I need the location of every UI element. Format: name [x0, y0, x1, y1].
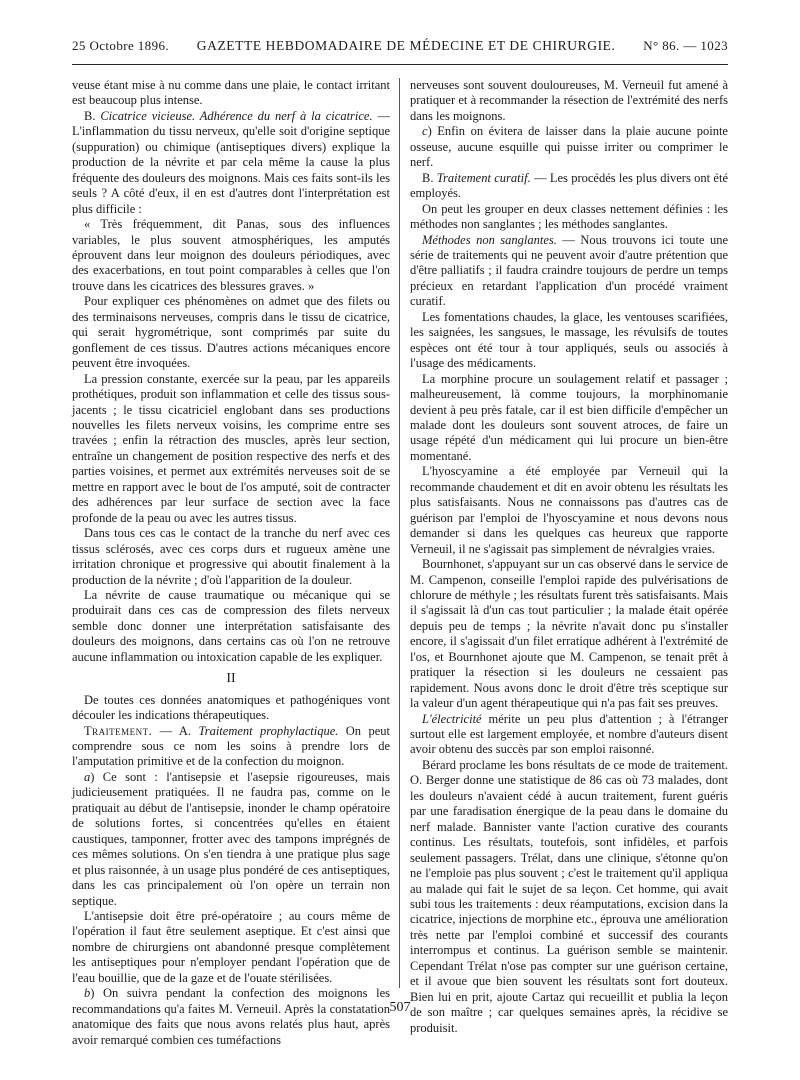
column-divider	[399, 78, 400, 988]
paragraph	[72, 109, 390, 217]
paragraph	[72, 770, 390, 909]
paragraph: Pour expliquer ces phénomènes on admet que des filets ou des terminaisons nerveuses, compris dans le tissu de cicatrice, qui serait hygrométrique, sont comprimés par suite du gonflement de ces tissus. D'autres actions mécaniques encore peuvent être invoquées.	[72, 294, 390, 371]
paragraph-text: ) On suivra pendant la confection des moignons les recommandations qu'a faites M. Verneuil. Après la constatation anatomique des faits que nous avons relatés plus haut, après avoir remarqué combien ces tuméfactions	[72, 986, 390, 1047]
paragraph-text: ) Enfin on évitera de laisser dans la plaie aucune pointe osseuse, aucune esquille qui puisse irriter ou comprimer le nerf.	[410, 124, 728, 170]
list-label: c	[422, 124, 428, 139]
paragraph	[410, 124, 728, 170]
list-label: B.	[84, 108, 101, 123]
paragraph	[410, 233, 728, 310]
paragraph: Bournhonet, s'appuyant sur un cas observé dans le service de M. Campenon, conseille l'emploi rapide des pulvérisations de chlorure de méthyle ; les résultats furent très satisfaisants. Mais il s'agissait là d'un cas tout particulier ; la malade était opérée depuis peu de temps ; la névrite n'avait donc pu s'installer encore, il s'agissait d'un filet erratique adhérent à l'extrémité de l'os, et Bournhonet ajoute que M. Campenon, se tenait prêt à pratiquer la résection si les douleurs ne cessaient pas rapidement. Nous avons donc le droit d'être très sceptique sur la valeur d'un agent thérapeutique qui n'a pas fait ses preuves.	[410, 557, 728, 711]
section-number: II	[226, 671, 236, 687]
paragraph-text: — Les procédés les plus divers ont été employés.	[410, 170, 728, 201]
paragraph: veuse étant mise à nu comme dans une plaie, le contact irritant est beaucoup plus intense.	[72, 78, 390, 108]
paragraph: Les fomentations chaudes, la glace, les ventouses scarifiées, les saignées, les sangsues, le massage, les révulsifs de toutes espèces ont été tour à tour appliqués, seuls ou associés à l'usage des médicaments.	[410, 309, 728, 371]
list-label: b	[84, 986, 91, 1001]
paragraph-text: — A.	[152, 723, 199, 738]
paragraph	[410, 171, 728, 202]
quote-paragraph: « Très fréquemment, dit Panas, sous des influences variables, le plus souvent atmosphériques, les amputés éprouvent dans leur moignon des douleurs périodiques, avec des exacerbations, en tout point comparables à celles que l'on trouve dans les cicatrices des blessures graves. »	[72, 217, 390, 293]
subheading: Méthodes non sanglantes.	[422, 232, 557, 247]
paragraph: Bérard proclame les bons résultats de ce mode de traitement. O. Berger donne une statistique de 86 cas où 73 malades, dont les douleurs n'avaient cédé à aucun traitement, furent guéris par une faradisation énergique de la peau dans le domaine du nerf malade. Bannister vante l'action curative des courants continus. Les résultats, toutefois, sont infidèles, et parfois seulement passagers. Trélat, dans une clinique, s'étonne qu'on ne l'emploie pas plus souvent ; c'est le traitement qu'il appliqua au malade qui fait le sujet de sa leçon. Cet homme, qui avait subi tous les traitements : deux réamputations, excision dans la cicatrice, injections de morphine etc., éprouva une amélioration très nette par l'emploi combiné et successif des courants interrompus et continus. La guérison semble se maintenir. Cependant Trélat n'ose pas compter sur une guérison certaine, et il avoue que bien souvent les résultats sont fort douteux. Bien lui en prit, ajoute Cartaz qui recueillit et publia la leçon de son maître ; car quelques semaines après, la récidive se produisit.	[410, 757, 728, 1035]
paragraph-text: On peut comprendre sous ce nom les soins à prendre lors de l'amputation primitive et de la confection du moignon.	[72, 723, 390, 769]
subheading: Traitement curatif.	[436, 170, 531, 185]
paragraph-text: — L'inflammation du tissu nerveux, qu'elle soit d'origine septique (suppuration) ou chimique (antiseptiques divers) explique la production de la névrite et par cela même la cause la plus fréquente des douleurs des moignons. Mais ces faits sont-ils les seuls ? A côté d'eux, il en est d'autres dont l'interprétation est plus difficile :	[72, 108, 391, 216]
paragraph	[410, 712, 728, 758]
paragraph: Dans tous ces cas le contact de la tranche du nerf avec ces tissus sclérosés, avec ces corps durs et rugueux amène une irritation chronique et progressive qui aboutit finalement à la production de la névrite ; d'où l'apparition de la douleur.	[72, 526, 390, 587]
paragraph-text: mérite un peu plus d'attention ; à l'étranger surtout elle est largement employée, et nombre d'auteurs disent avoir obtenu des succès par son emploi raisonné.	[410, 711, 728, 757]
running-header	[72, 38, 728, 62]
paragraph: La morphine procure un soulagement relatif et passager ; malheureusement, là comme toujours, la morphinomanie devient à peu près fatale, car il est bien difficile d'empêcher un malade dont les douleurs sont souvent atroces, de faire un usage répété d'un médicament qui lui procure un bien-être momentané.	[410, 371, 728, 463]
list-label: B.	[422, 170, 437, 185]
journal-title: GAZETTE HEBDOMADAIRE DE MÉDECINE ET DE CHIRURGIE.	[196, 38, 616, 53]
paragraph: nerveuses sont souvent douloureuses, M. Verneuil fut amené à pratiquer et à recommander la résection de l'extrémité des nerfs dans les moignons.	[410, 78, 728, 123]
list-label: a	[84, 769, 91, 784]
paragraph-text: ) Ce sont : l'antisepsie et l'asepsie rigoureuses, mais judicieusement pratiquées. Il ne faudra pas, comme on le pratiquait au début de l'antisepsie, inonder le champ opératoire de solutions fortes, si concentrées qu'elles en étaient caustiques, tamponner, frotter avec des tampons imprégnés de ces mêmes solutions. On s'en tiendra à une pratique plus sage et plus raisonnée, à un usage plus pondéré de ces antiseptiques, dans les cas principalement où l'on opère un terrain non septique.	[72, 769, 390, 908]
paragraph-text: — Nous trouvons ici toute une série de traitements qui ne peuvent avoir d'autre prétention que d'être palliatifs ; il faudra craindre toujours de perdre un temps précieux en retardant l'application d'un procédé vraiment curatif.	[410, 232, 728, 309]
paragraph	[72, 724, 390, 770]
header-rule	[72, 64, 728, 65]
right-column	[410, 78, 728, 1035]
header-date: 25 Octobre 1896.	[72, 38, 170, 53]
page-number: 507	[389, 1000, 411, 1015]
left-column	[72, 78, 391, 1047]
paragraph: La pression constante, exercée sur la peau, par les appareils prothétiques, produit son inflammation et celle des tissus sous-jacents ; le tissu cicatriciel englobant dans ses productions nouvelles les filets nerveux voisins, les comprime entre ses travées ; enfin la rétraction des muscles, après leur section, entraîne un changement de position respective des nerfs et des parties voisines, et permet aux extrémités nerveuses soit de se mettre en rapport avec le bout de l'os amputé, soit de contracter des adhérences par leur surface de section avec la face profonde de la peau ou avec les autres tissus.	[72, 371, 390, 525]
subheading: Cicatrice vicieuse. Adhérence du nerf à la cicatrice.	[100, 108, 373, 123]
paragraph	[72, 986, 390, 1048]
paragraph: On peut les grouper en deux classes nettement définies : les méthodes non sanglantes ; les méthodes sanglantes.	[410, 201, 728, 232]
issue-number: N° 86. — 1023	[643, 38, 728, 53]
subheading: Traitement prophylactique.	[198, 723, 339, 738]
subheading: L'électricité	[422, 711, 482, 726]
paragraph: L'antisepsie doit être pré-opératoire ; au cours même de l'opération il faut être seulement aseptique. Et c'est ainsi que nombre de chirurgiens ont abandonné presque complètement les antiseptiques pour n'employer pendant l'opération que de l'eau bouillie, que de la gaze et de l'ouate stérilisées.	[72, 909, 390, 985]
section-label: Traitement.	[84, 723, 153, 738]
paragraph: L'hyoscyamine a été employée par Verneuil qui la recommande chaudement et dit en avoir obtenu les résultats les plus satisfaisants. Nous ne connaissons pas d'autres cas de guérison par l'emploi de l'hyoscyamine et nous devons nous demander si dans les quelques cas heureux que rapporte Verneuil, il ne s'agissait pas simplement de névralgies vraies.	[410, 464, 728, 556]
paragraph: De toutes ces données anatomiques et pathogéniques vont découler les indications thérapeutiques.	[72, 692, 390, 723]
paragraph: La névrite de cause traumatique ou mécanique qui se produirait dans ces cas de compression des filets nerveux semble donc donner une interprétation satisfaisante des douleurs des moignons, dans certains cas où l'on ne retrouve aucune inflammation ou intoxication capable de les expliquer.	[72, 587, 390, 664]
